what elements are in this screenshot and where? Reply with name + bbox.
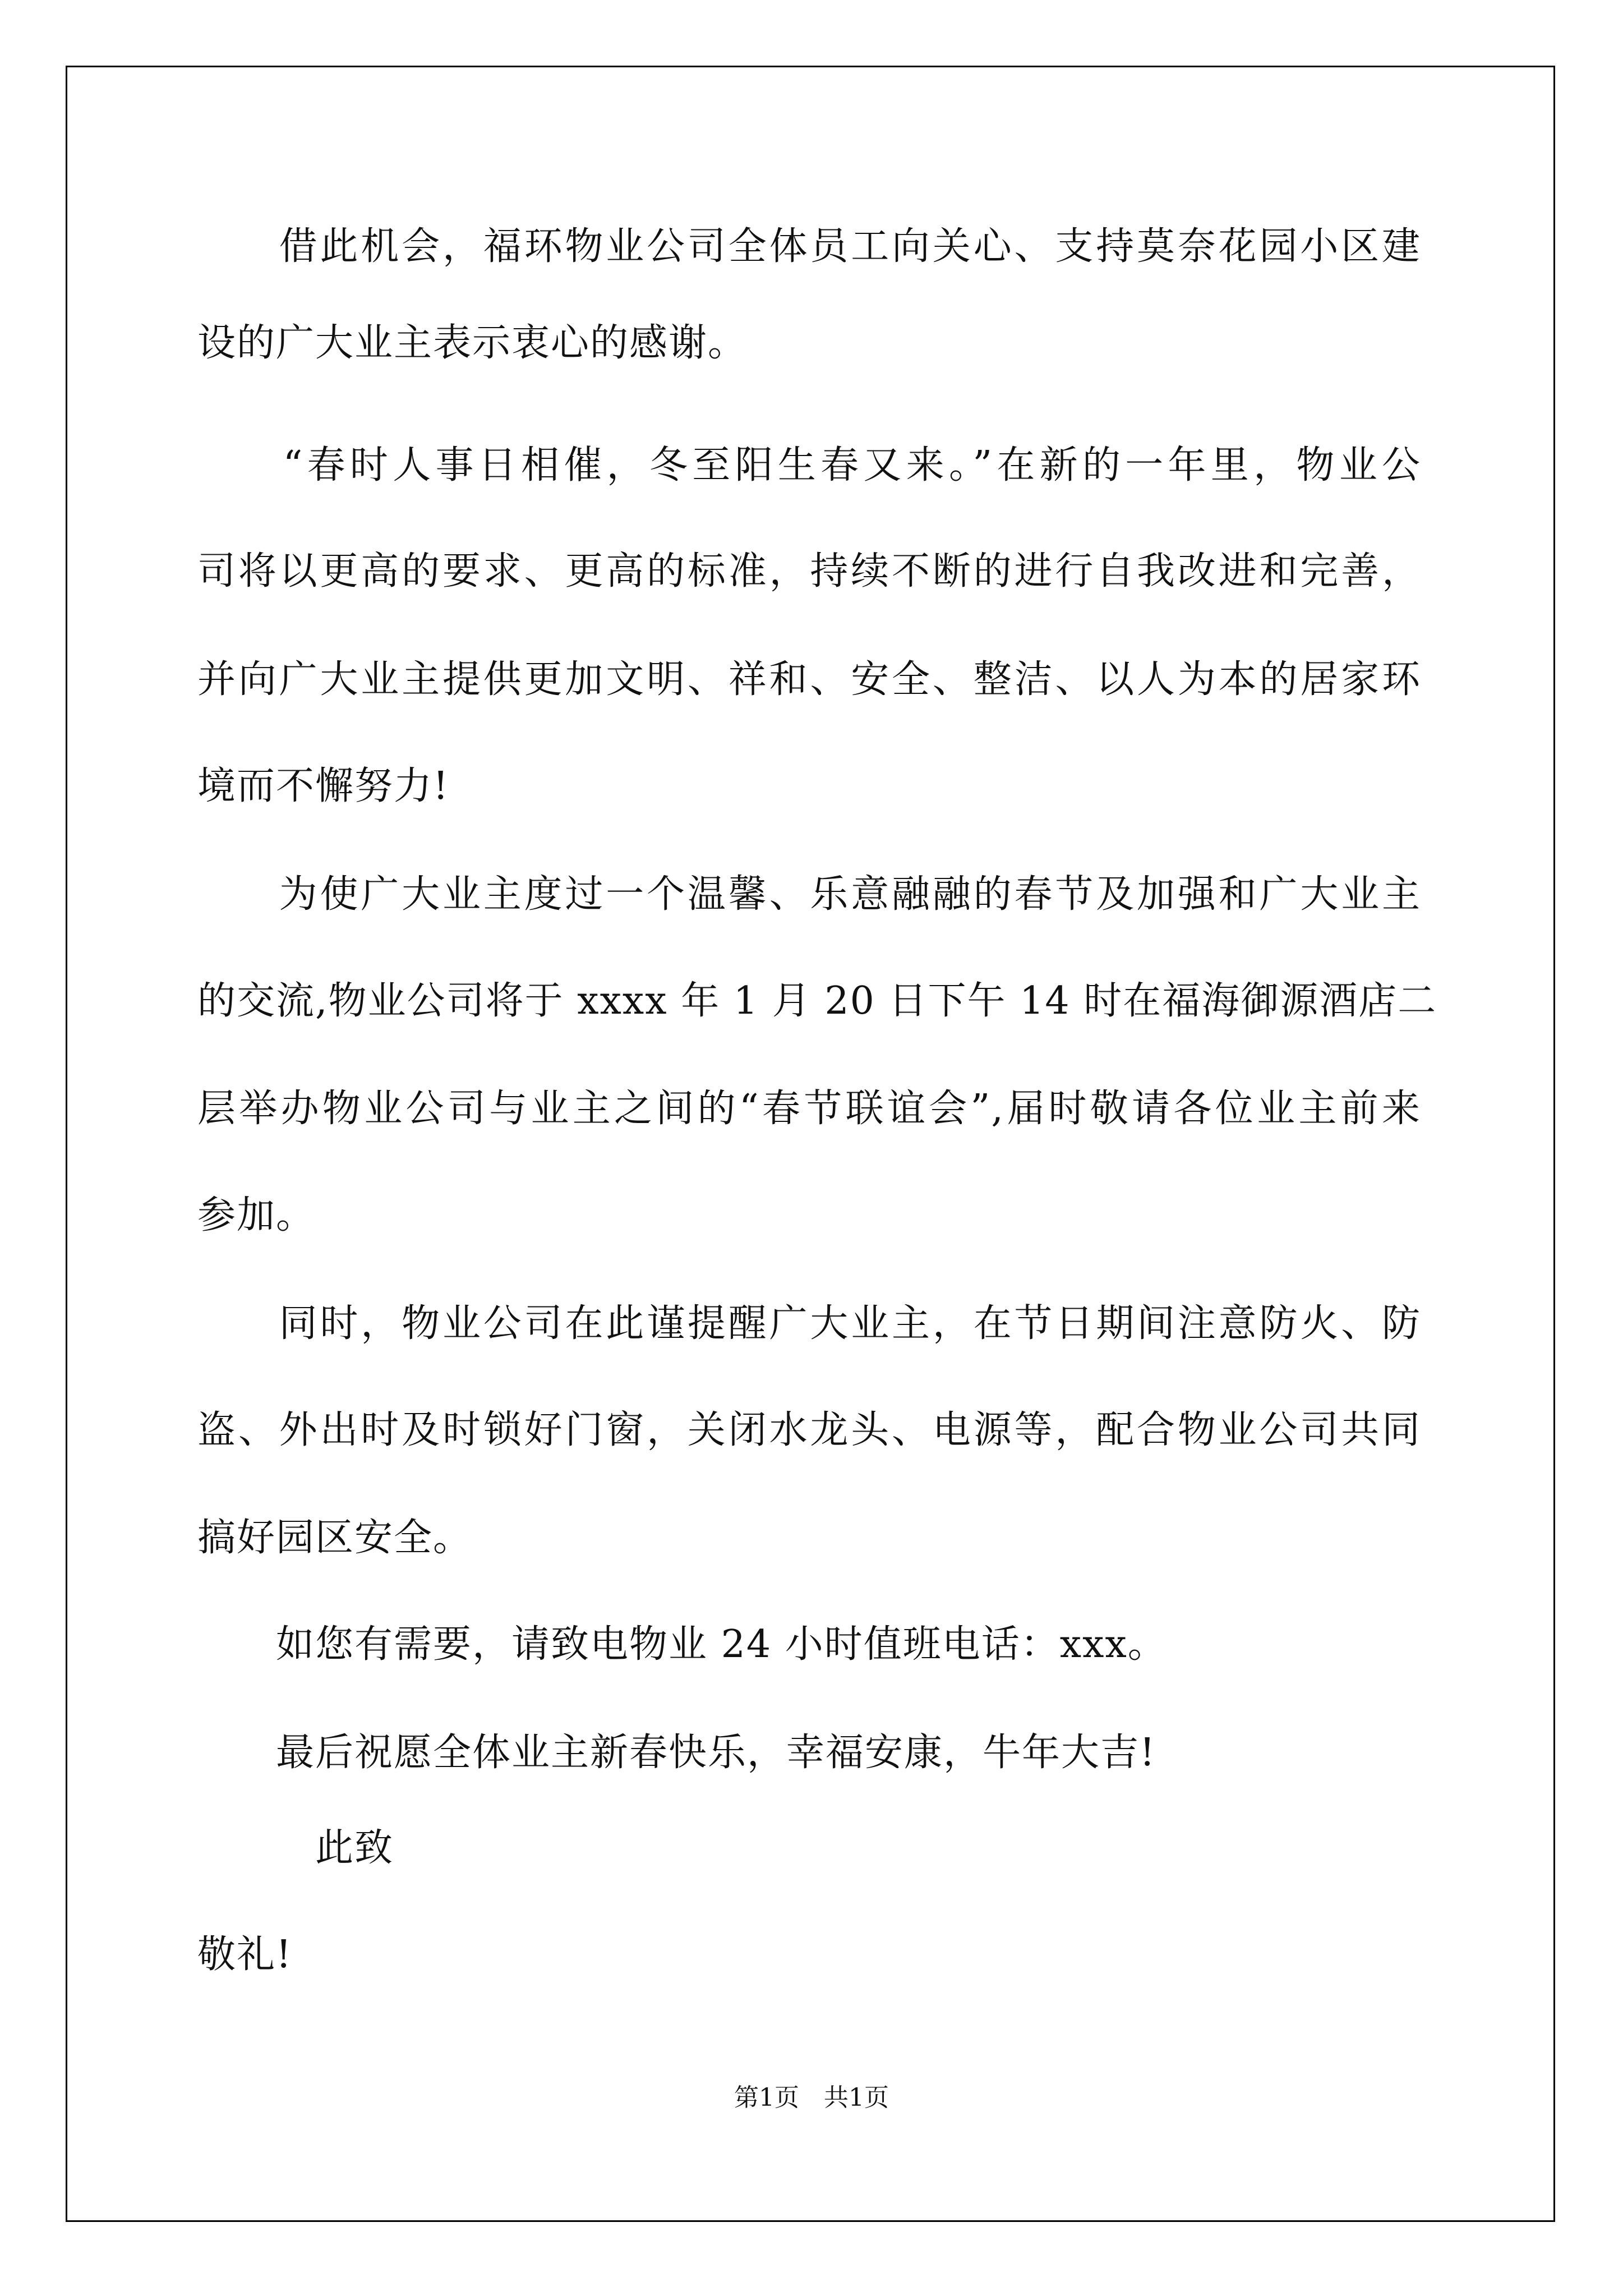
paragraph-line: 的交流,物业公司将于 xxxx 年 1 月 20 日下午 14 时在福海御源酒店二 bbox=[197, 979, 1437, 1023]
paragraph-line: 并向广大业主提供更加文明、祥和、安全、整洁、以人为本的居家环 bbox=[197, 657, 1421, 702]
closing-regards: 敬礼! bbox=[197, 1932, 293, 1977]
paragraph-line: 如您有需要，请致电物业 24 小时值班电话：xxx。 bbox=[197, 1622, 1167, 1667]
paragraph-line: 司将以更高的要求、更高的标准，持续不断的进行自我改进和完善， bbox=[197, 549, 1421, 593]
paragraph-line: 设的广大业主表示衷心的感谢。 bbox=[197, 321, 748, 365]
closing-salutation: 此致 bbox=[197, 1826, 394, 1870]
paragraph-line: 同时，物业公司在此谨提醒广大业主，在节日期间注意防火、防 bbox=[197, 1301, 1421, 1346]
paragraph-line: 为使广大业主度过一个温馨、乐意融融的春节及加强和广大业主 bbox=[197, 872, 1421, 917]
page-footer: 第1页 共1页 bbox=[734, 2083, 889, 2112]
paragraph-line: 搞好园区安全。 bbox=[197, 1516, 473, 1560]
paragraph-line: 盗、外出时及时锁好门窗，关闭水龙头、电源等，配合物业公司共同 bbox=[197, 1408, 1421, 1452]
paragraph-line: 境而不懈努力! bbox=[197, 764, 450, 808]
paragraph-line: 借此机会，福环物业公司全体员工向关心、支持莫奈花园小区建 bbox=[197, 224, 1421, 269]
paragraph-line: 参加。 bbox=[197, 1193, 316, 1237]
paragraph-line: 层举办物业公司与业主之间的“春节联谊会”,届时敬请各位业主前来 bbox=[197, 1087, 1421, 1131]
paragraph-line: “春时人事日相催，冬至阳生春又来。”在新的一年里，物业公 bbox=[197, 443, 1421, 487]
paragraph-line: 最后祝愿全体业主新春快乐，幸福安康，牛年大吉! bbox=[197, 1731, 1156, 1775]
page-border bbox=[66, 66, 1555, 2222]
